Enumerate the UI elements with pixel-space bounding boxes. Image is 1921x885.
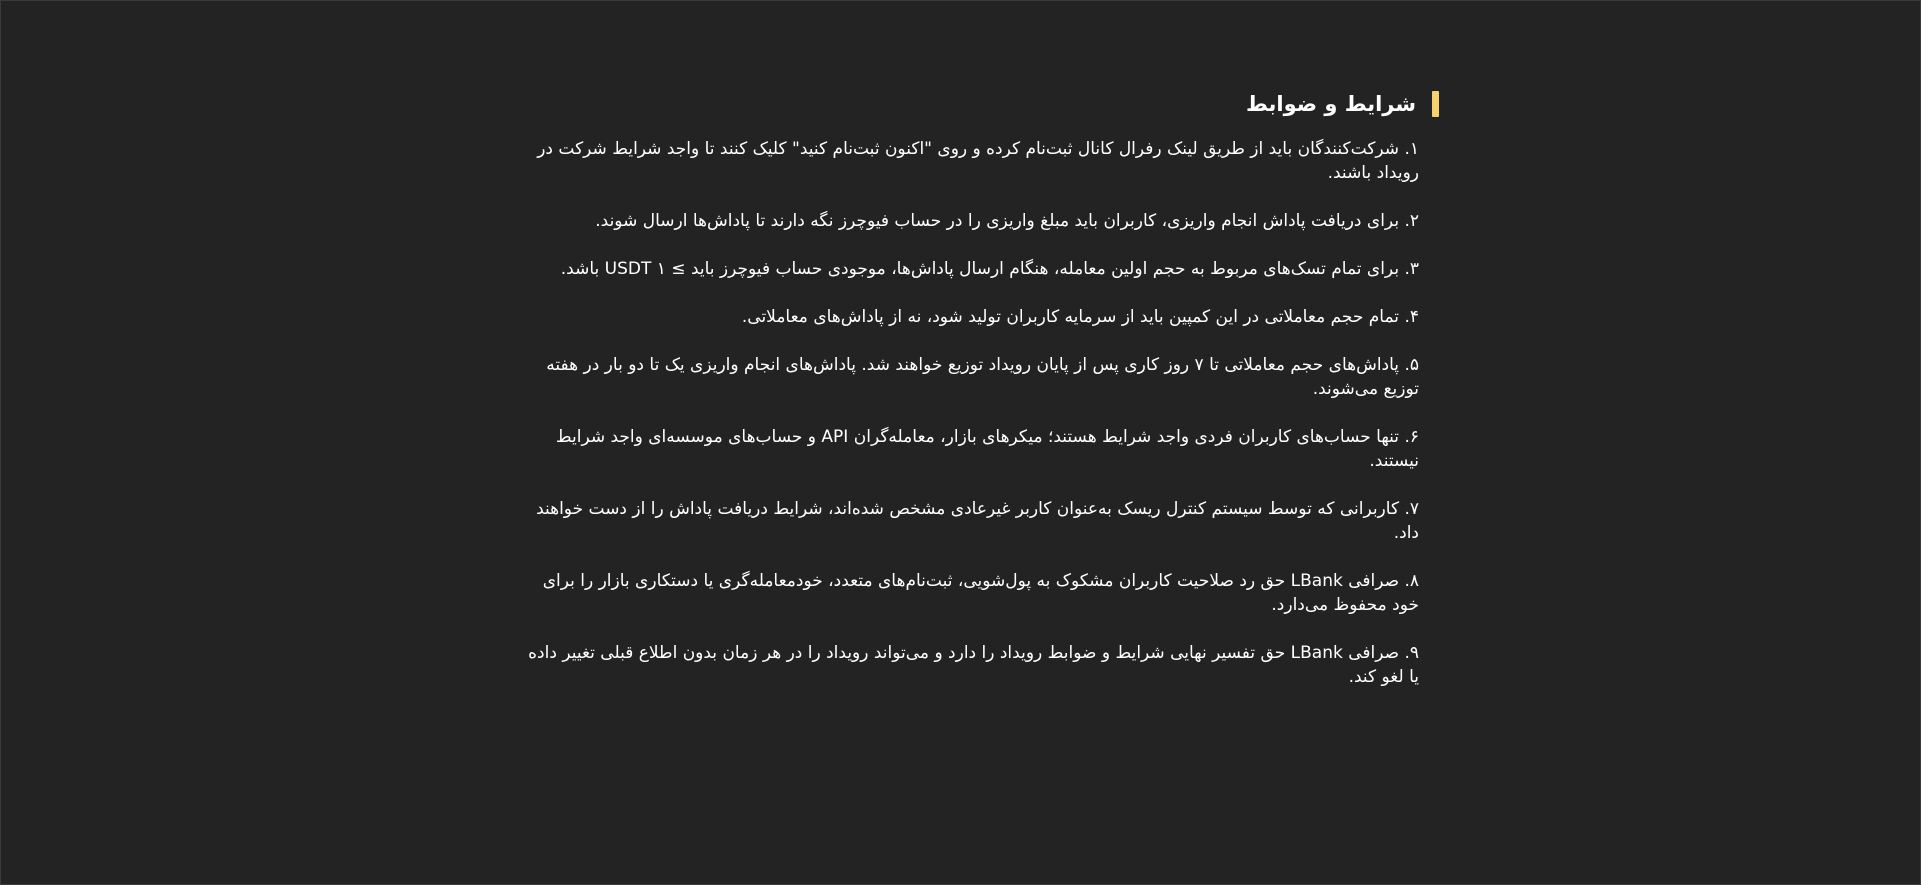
terms-panel — [519, 89, 1439, 713]
terms-list — [523, 137, 1419, 689]
section-title: شرایط و ضوابط — [1246, 92, 1416, 116]
term-item-2: ۲. برای دریافت پاداش انجام واریزی، کاربران باید مبلغ واریزی را در حساب فیوچرز نگه دارند تا پاداش‌ها ارسال شوند. — [595, 211, 1419, 231]
term-item-5: ۵. پاداش‌های حجم معاملاتی تا ۷ روز کاری پس از پایان رویداد توزیع خواهند شد. پاداش‌های انجام واریزی یک تا دو بار در هفته توزیع می‌شوند. — [546, 355, 1419, 399]
section-header — [519, 89, 1439, 119]
term-item-7: ۷. کاربرانی که توسط سیستم کنترل ریسک به‌عنوان کاربر غیرعادی مشخص شده‌اند، شرایط دریافت پاداش را از دست خواهند داد. — [536, 499, 1419, 543]
term-item-9: ۹. صرافی LBank حق تفسیر نهایی شرایط و ضوابط رویداد را دارد و می‌تواند رویداد را در هر زمان بدون اطلاع قبلی تغییر داده یا لغو کند. — [528, 643, 1419, 687]
term-item-4: ۴. تمام حجم معاملاتی در این کمپین باید از سرمایه کاربران تولید شود، نه از پاداش‌های معاملاتی. — [741, 307, 1419, 327]
term-item-8: ۸. صرافی LBank حق رد صلاحیت کاربران مشکوک به پول‌شویی، ثبت‌نام‌های متعدد، خودمعامله‌گری یا دستکاری بازار را برای خود محفوظ می‌دارد. — [542, 571, 1419, 615]
term-item-3: ۳. برای تمام تسک‌های مربوط به حجم اولین معامله، هنگام ارسال پاداش‌ها، موجودی حساب فیوچرز باید ≥ ۱ USDT باشد. — [560, 259, 1419, 279]
term-item-1: ۱. شرکت‌کنندگان باید از طریق لینک رفرال کانال ثبت‌نام کرده و روی "اکنون ثبت‌نام کنید" کلیک کنند تا واجد شرایط شرکت در رویداد باشند. — [537, 139, 1419, 183]
term-item-6: ۶. تنها حساب‌های کاربران فردی واجد شرایط هستند؛ میکرهای بازار، معامله‌گران API و حساب‌های موسسه‌ای واجد شرایط نیستند. — [555, 427, 1419, 471]
title-accent-bar — [1432, 91, 1439, 117]
